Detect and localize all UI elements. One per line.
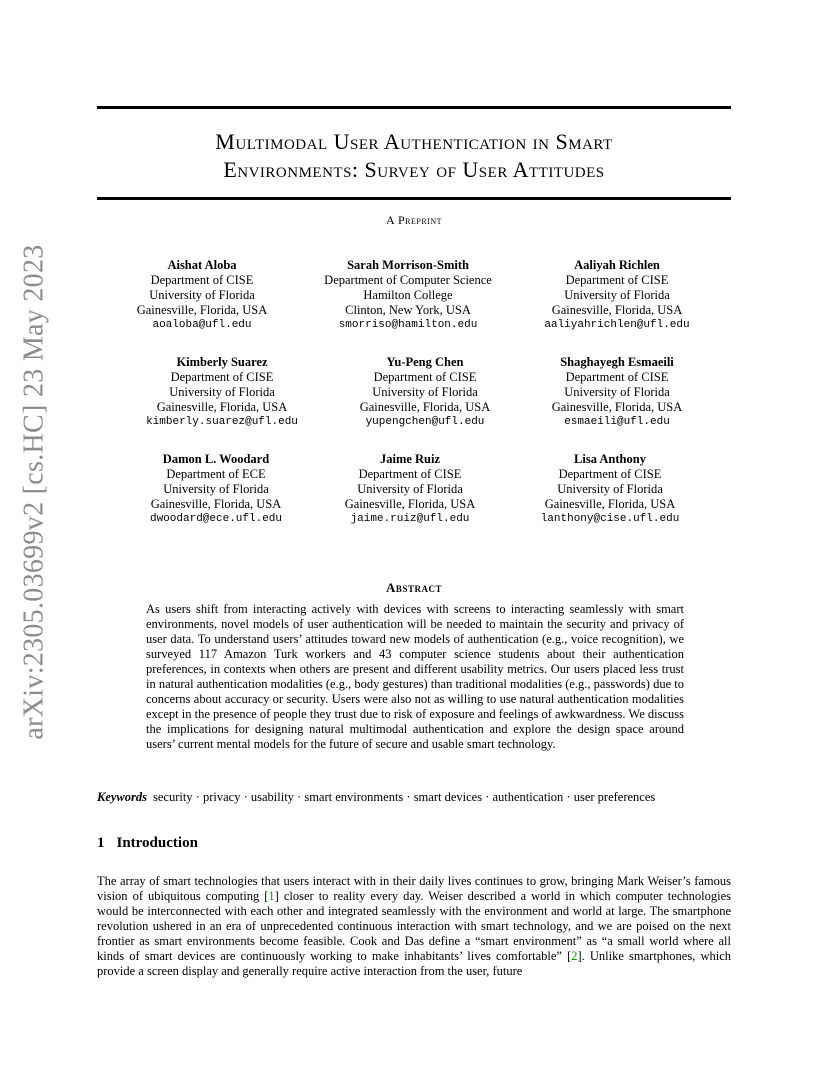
title-line-1: Multimodal User Authentication in Smart — [215, 129, 613, 154]
author-name: Jaime Ruiz — [379, 452, 441, 466]
author-email[interactable]: smorriso@hamilton.edu — [338, 319, 478, 331]
author-block — [106, 452, 326, 527]
author-name: Kimberly Suarez — [176, 355, 268, 369]
author-email[interactable]: aaliyahrichlen@ufl.edu — [544, 319, 690, 331]
author-email[interactable]: lanthony@cise.ufl.edu — [540, 513, 680, 525]
author-email[interactable]: kimberly.suarez@ufl.edu — [146, 416, 298, 428]
author-block — [315, 355, 535, 430]
author-location: Gainesville, Florida, USA — [551, 303, 683, 317]
author-institution: University of Florida — [357, 482, 463, 496]
author-email[interactable]: aoaloba@ufl.edu — [152, 319, 252, 331]
author-email[interactable]: dwoodard@ece.ufl.edu — [149, 513, 283, 525]
author-institution: University of Florida — [169, 385, 275, 399]
author-department: Department of CISE — [558, 467, 662, 481]
section-number: 1 — [97, 835, 105, 851]
author-name: Damon L. Woodard — [162, 452, 270, 466]
citation-link[interactable]: 2 — [571, 949, 578, 963]
author-block — [300, 452, 520, 527]
author-institution: University of Florida — [372, 385, 478, 399]
author-block — [507, 258, 727, 333]
author-block — [92, 258, 312, 333]
author-location: Clinton, New York, USA — [345, 303, 471, 317]
author-block — [298, 258, 518, 333]
author-name: Aaliyah Richlen — [574, 258, 660, 272]
author-department: Department of CISE — [565, 273, 669, 287]
citation-link[interactable]: 1 — [268, 889, 275, 903]
arxiv-identifier[interactable]: arXiv:2305.03699v2 [cs.HC] 23 May 2023 — [19, 244, 50, 740]
author-department: Department of ECE — [166, 467, 266, 481]
author-name: Lisa Anthony — [574, 452, 646, 466]
author-location: Gainesville, Florida, USA — [156, 400, 288, 414]
author-location: Gainesville, Florida, USA — [544, 497, 676, 511]
author-institution: University of Florida — [564, 288, 670, 302]
keywords-label: Keywords — [97, 790, 147, 804]
keywords-line — [97, 790, 731, 805]
author-name: Shaghayegh Esmaeili — [560, 355, 674, 369]
author-name: Yu-Peng Chen — [386, 355, 464, 369]
section-title: Introduction — [116, 835, 198, 851]
intro-text-2: ] closer to reality every day. Weiser described a world in which computer technologies would be interconnected with each other and integrated seamlessly with the environment and world at large. The smartphone revolution ushered in an era of unprecedented continuous interaction with smart technology, and we are poised on the next frontier as smart environments become feasible. Cook and Das define a “smart environment” as “a small world where all kinds of smart devices are continuously working to make inhabitants’ lives comfortable” [ — [97, 889, 731, 963]
author-department: Department of CISE — [373, 370, 477, 384]
arxiv-sidebar — [18, 242, 52, 742]
abstract-text: As users shift from interacting actively with devices with screens to interacting seamlessly with smart environments, novel models of user authentication will be needed to maintain the security and privacy of user data. To understand users’ attitudes toward new models of authentication (e.g., voice recognition), we surveyed 117 Amazon Turk workers and 43 computer science students about their authentication preferences, in contexts when others are present and different usability metrics. Our users placed less trust in natural authentication modalities (e.g., body gestures) than traditional modalities (e.g., passwords) due to concerns about accuracy or security. Users were also not as willing to use natural authentication modalities except in the presence of people they trust due to risk of exposure and feelings of awkwardness. We discuss the implications for designing natural multimodal authentication and explore the design space around users’ current mental models for the future of secure and usable smart technology. — [146, 602, 684, 751]
author-institution: University of Florida — [557, 482, 663, 496]
author-department: Department of CISE — [565, 370, 669, 384]
paper-title — [97, 128, 731, 184]
author-institution: University of Florida — [163, 482, 269, 496]
author-location: Gainesville, Florida, USA — [136, 303, 268, 317]
title-rule-top — [97, 106, 731, 109]
author-department: Department of CISE — [170, 370, 274, 384]
author-email[interactable]: esmaeili@ufl.edu — [564, 416, 670, 428]
author-location: Gainesville, Florida, USA — [150, 497, 282, 511]
preprint-label: A Preprint — [385, 213, 442, 227]
keywords-text: security · privacy · usability · smart environments · smart devices · authentication · user preferences — [153, 790, 656, 804]
author-location: Gainesville, Florida, USA — [551, 400, 683, 414]
author-institution: Hamilton College — [363, 288, 453, 302]
author-location: Gainesville, Florida, USA — [344, 497, 476, 511]
author-block — [112, 355, 332, 430]
author-location: Gainesville, Florida, USA — [359, 400, 491, 414]
author-institution: University of Florida — [564, 385, 670, 399]
author-email[interactable]: yupengchen@ufl.edu — [365, 416, 485, 428]
intro-text-1: The array of smart technologies that users interact with in their daily lives continues to grow, bringing Mark Weiser’s famous vision of ubiquitous computing [ — [97, 874, 731, 903]
intro-text-3: ]. Unlike smartphones, which provide a screen display and generally require active interaction from the user, future — [97, 949, 731, 978]
author-block — [500, 452, 720, 527]
author-name: Aishat Aloba — [167, 258, 237, 272]
title-rule-bottom — [97, 197, 731, 200]
author-department: Department of CISE — [150, 273, 254, 287]
author-department: Department of Computer Science — [324, 273, 492, 287]
author-email[interactable]: jaime.ruiz@ufl.edu — [350, 513, 470, 525]
title-line-2: Environments: Survey of User Attitudes — [223, 157, 605, 182]
author-institution: University of Florida — [149, 288, 255, 302]
author-name: Sarah Morrison-Smith — [347, 258, 469, 272]
section-heading — [97, 835, 198, 852]
introduction-paragraph — [97, 874, 731, 979]
author-block — [507, 355, 727, 430]
abstract-heading: Abstract — [386, 580, 442, 595]
author-department: Department of CISE — [358, 467, 462, 481]
